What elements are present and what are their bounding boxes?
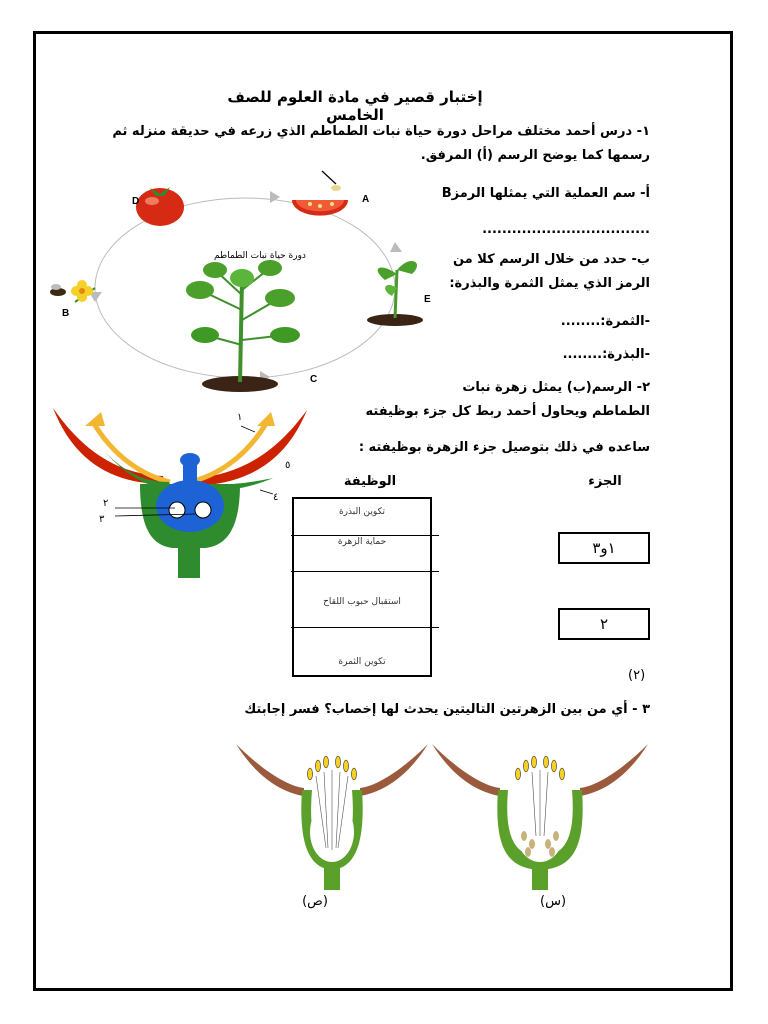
flower-label-5: ٥ (285, 460, 291, 471)
cut-tomato-icon (292, 171, 348, 216)
label-c: C (310, 374, 318, 385)
seedling-icon (367, 261, 423, 326)
q1-line1: ١- درس أحمد مختلف مراحل دورة حياة نبات الطماطم الذي زرعه في حديقة منزله ثم (112, 124, 650, 139)
tomato-lifecycle-diagram (40, 170, 440, 400)
q1-part-a-dots: .................................. (482, 222, 650, 237)
flower-label-4: ٤ (273, 492, 279, 503)
page-title: إختبار قصير في مادة العلوم للصف الخامس (227, 88, 483, 124)
flower-label-sad: (ص) (302, 894, 328, 909)
cycle-arrow (270, 191, 280, 203)
q2-line3: ساعده في ذلك بتوصيل جزء الزهرة بوظيفته : (358, 440, 650, 455)
col-part-header: الجزء (588, 474, 622, 489)
function-item: استقبال حبوب اللقاح (323, 597, 401, 607)
cycle-caption: دورة حياة نبات الطماطم (214, 251, 306, 261)
function-item: حماية الزهرة (337, 537, 387, 547)
function-item: تكوين الثمرة (338, 657, 386, 667)
ovary (156, 480, 224, 532)
label-e: E (424, 294, 431, 305)
flower-sad (236, 744, 428, 890)
q1-fruit: -الثمرة:........ (560, 314, 650, 329)
cycle-arrow (390, 242, 402, 252)
flower-bee-icon (50, 280, 95, 302)
stigma (180, 453, 200, 467)
pointer-arrow (322, 171, 336, 184)
q1-part-b-line1: ب- حدد من خلال الرسم كلا من (452, 252, 650, 267)
tomato-fruit-icon (136, 187, 184, 226)
tomato-plant-icon (186, 260, 300, 392)
q1-part-b-line2: الرمز الذي يمثل الثمرة والبذرة: (449, 276, 650, 291)
function-table (292, 497, 432, 677)
q1-line2: رسمها كما يوضح الرسم (أ) المرفق. (420, 148, 650, 163)
two-flowers-diagram (232, 740, 652, 890)
q2-line2: الطماطم ويحاول أحمد ربط كل جزء بوظيفته (365, 404, 650, 419)
flower-seen (432, 744, 648, 890)
function-item: تكوين البذرة (338, 507, 386, 517)
part-box: ١و٣ (558, 532, 650, 564)
q1-seed: -البذرة:........ (562, 347, 650, 362)
label-d: D (132, 196, 140, 207)
seed-icon (331, 185, 341, 191)
q2-marks: (٢) (628, 668, 646, 683)
flower-label-1: ١ (237, 412, 243, 423)
flower-label-3: ٣ (99, 514, 105, 525)
label-b: B (62, 308, 70, 319)
flower-label-2: ٢ (103, 498, 109, 509)
stem (178, 544, 200, 578)
ovule (169, 502, 185, 518)
q3-question: ٣ - أي من بين الزهرتين التاليتين يحدث لها إخصاب؟ فسر إجابتك (244, 702, 650, 717)
label-a: A (362, 194, 370, 205)
q2-line1: ٢- الرسم(ب) يمثل زهرة نبات (462, 380, 650, 395)
flower-diagram (45, 404, 315, 580)
col-function-header: الوظيفة (343, 474, 397, 489)
flower-label-seen: (س) (539, 894, 567, 909)
ovule (195, 502, 211, 518)
q1-part-a: أ- سم العملية التي يمثلها الرمزB (441, 186, 650, 201)
part-box: ٢ (558, 608, 650, 640)
